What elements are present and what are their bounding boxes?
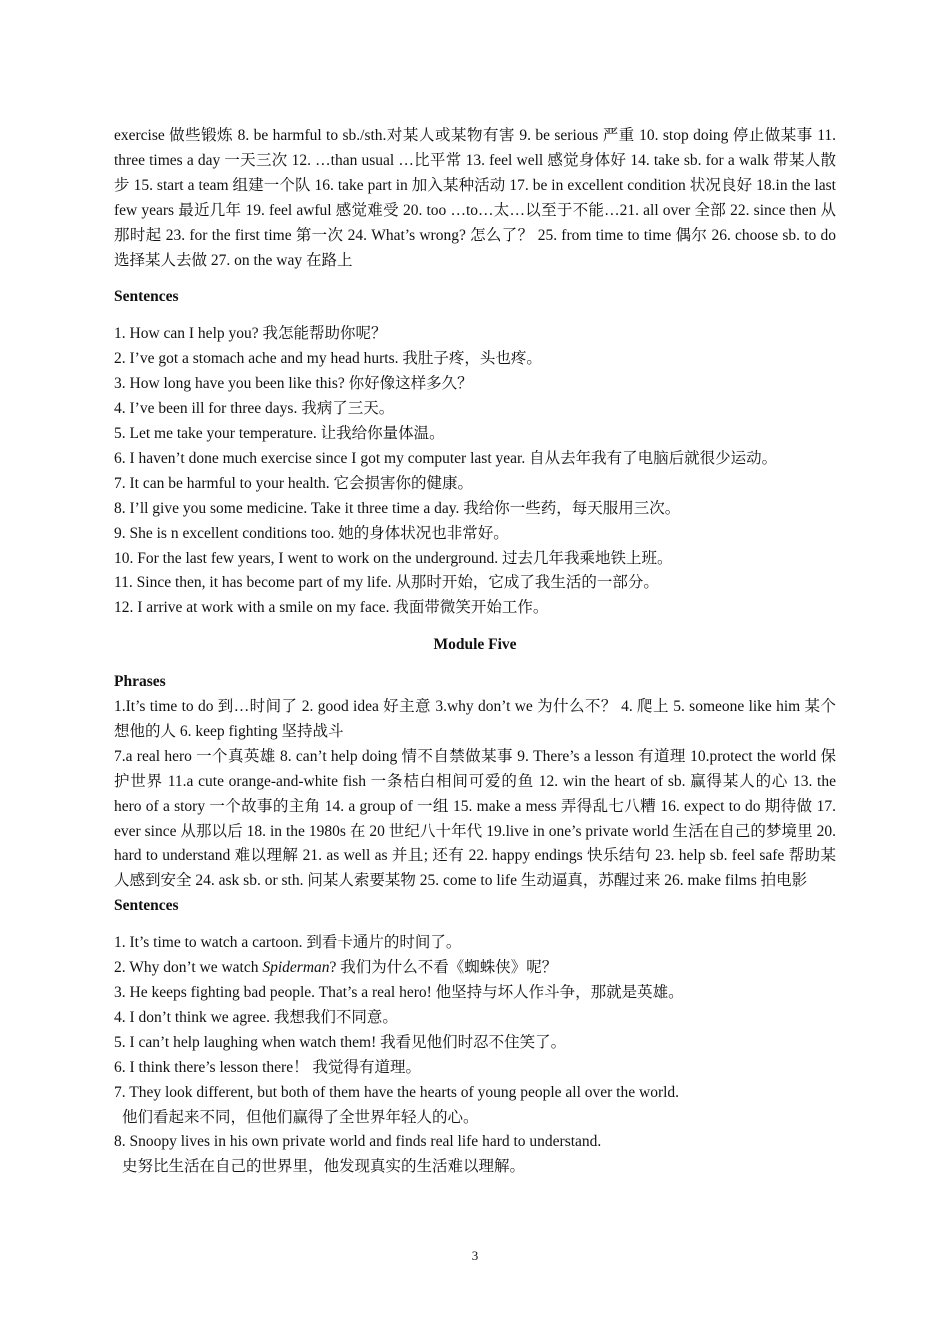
sentence-item: 1. It’s time to watch a cartoon. 到看卡通片的时间了。 <box>114 934 462 952</box>
module-title: Module Five <box>433 636 517 654</box>
module-sentence-list <box>114 931 836 1180</box>
sentence-item: 2. I’ve got a stomach ache and my head hurts. 我肚子疼，头也疼。 <box>114 350 542 368</box>
sentence-translation: 他们看起来不同，但他们赢得了全世界年轻人的心。 <box>122 1108 479 1126</box>
sentence-item: 5. Let me take your temperature. 让我给你量体温。 <box>114 424 445 442</box>
sentence-text: ? 我们为什么不看《蜘蛛侠》呢？ <box>329 959 558 977</box>
sentence-list <box>114 322 836 621</box>
sentence-item: 1. How can I help you? 我怎能帮助你呢？ <box>114 325 387 343</box>
sentence-translation: 史努比生活在自己的世界里，他发现真实的生活难以理解。 <box>122 1158 526 1176</box>
phrases-paragraph-1: 1.It’s time to do 到…时间了 2. good idea 好主意 3.why don’t we 为什么不？ 4. 爬上 5. someone like him 某个想他的人 6. keep fighting 坚持战斗 <box>114 698 836 740</box>
phrases-continued-paragraph: exercise 做些锻炼 8. be harmful to sb./sth.对某人或某物有害 9. be serious 严重 10. stop doing 停止做某事 11. three times a day 一天三次 12. …than usual …比平常 13. feel well 感觉身体好 14. take sb. for a walk 带某人散步 15. start a team 组建一个队 16. take part in 加入某种活动 17. be in excellent condition 状况良好 18.in the last few years 最近几年 19. feel awful 感觉难受 20. too …to…太…以至于不能…21. all over 全部 22. since then 从那时起 23. for the first time 第一次 24. What’s wrong? 怎么了？ 25. from time to time 偶尔 26. choose sb. to do 选择某人去做 27. on the way 在路上 <box>114 127 836 269</box>
sentence-item: 3. He keeps fighting bad people. That’s a real hero! 他坚持与坏人作斗争，那就是英雄。 <box>114 984 684 1001</box>
sentence-item: 11. Since then, it has become part of my life. 从那时开始，它成了我生活的一部分。 <box>114 574 659 592</box>
sentence-item: 9. She is n excellent conditions too. 她的身体状况也非常好。 <box>114 524 509 542</box>
sentence-item: 3. How long have you been like this? 你好像这样多久？ <box>114 375 473 393</box>
sentence-item: 10. For the last few years, I went to work on the underground. 过去几年我乘地铁上班。 <box>114 549 673 567</box>
sentence-item <box>114 956 836 981</box>
sentence-item: 6. I think there’s lesson there！ 我觉得有道理。 <box>114 1058 421 1076</box>
sentence-item: 8. I’ll give you some medicine. Take it three time a day. 我给你一些药，每天服用三次。 <box>114 499 681 517</box>
sentences-heading: Sentences <box>114 288 179 306</box>
page-number: 3 <box>471 1248 479 1263</box>
movie-title: Spiderman <box>262 959 330 977</box>
sentence-item: 5. I can’t help laughing when watch them! 我看见他们时忍不住笑了。 <box>114 1033 567 1051</box>
sentences-heading-module: Sentences <box>114 897 179 915</box>
sentence-item: 4. I don’t think we agree. 我想我们不同意。 <box>114 1008 398 1026</box>
sentence-item: 12. I arrive at work with a smile on my face. 我面带微笑开始工作。 <box>114 599 549 617</box>
sentence-item: 4. I’ve been ill for three days. 我病了三天。 <box>114 400 395 418</box>
page-content <box>114 124 836 1180</box>
sentence-item: 7. It can be harmful to your health. 它会损害你的健康。 <box>114 474 474 492</box>
sentence-item: 6. I haven’t done much exercise since I got my computer last year. 自从去年我有了电脑后就很少运动。 <box>114 449 778 467</box>
sentence-text: 2. Why don’t we watch <box>114 959 263 977</box>
phrases-heading: Phrases <box>114 673 166 691</box>
sentence-item: 7. They look different, but both of them have the hearts of young people all over the world. <box>114 1083 680 1101</box>
sentence-item: 8. Snoopy lives in his own private world and finds real life hard to understand. <box>114 1133 602 1151</box>
phrases-paragraph-2: 7.a real hero 一个真英雄 8. can’t help doing 情不自禁做某事 9. There’s a lesson 有道理 10.protect the world 保护世界 11.a cute orange-and-white fish 一条桔白相间可爱的鱼 12. win the heart of sb. 赢得某人的心 13. the hero of a story 一个故事的主角 14. a group of 一组 15. make a mess 弄得乱七八糟 16. expect to do 期待做 17. ever since 从那以后 18. in the 1980s 在 20 世纪八十年代 19.live in one’s private world 生活在自己的梦境里 20. hard to understand 难以理解 21. as well as 并且; 还有 22. happy endings 快乐结句 23. help sb. feel safe 帮助某人感到安全 24. ask sb. or sth. 问某人索要某物 25. come to life 生动逼真，苏醒过来 26. make films 拍电影 <box>114 747 836 890</box>
